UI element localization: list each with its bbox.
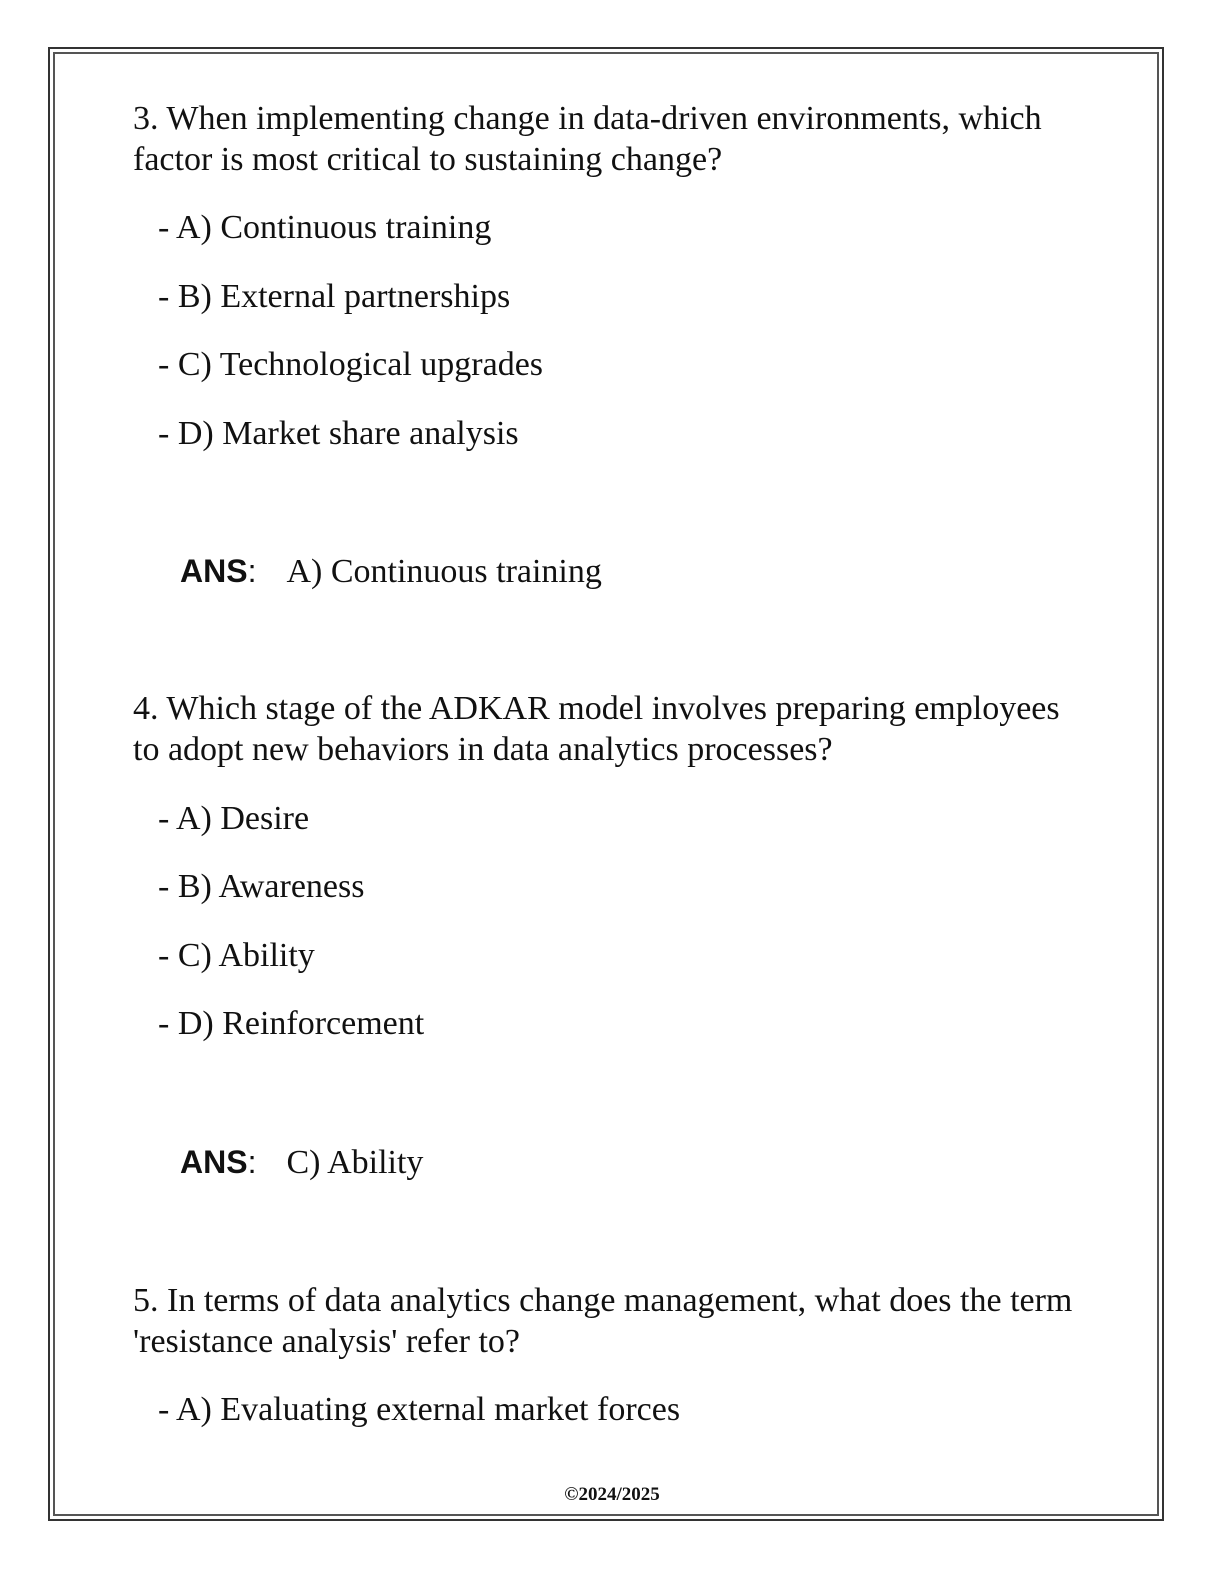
answer-colon: :	[247, 1144, 257, 1180]
question-5-text: 5. In terms of data analytics change management, what does the term 'resistance analysis' refer to?	[133, 1282, 1073, 1360]
question-4-option-d: - D) Reinforcement	[158, 1005, 425, 1042]
answer-value: A) Continuous training	[286, 553, 602, 590]
question-3-option-d: - D) Market share analysis	[158, 415, 519, 452]
answer-value: C) Ability	[286, 1144, 424, 1181]
question-5-option-a: - A) Evaluating external market forces	[158, 1391, 681, 1428]
question-4-text: 4. Which stage of the ADKAR model involves preparing employees to adopt new behaviors in data analytics processes?	[133, 690, 1060, 768]
answer-colon: :	[247, 553, 257, 589]
question-3-option-c: - C) Technological upgrades	[158, 346, 544, 383]
question-3-option-b: - B) External partnerships	[158, 278, 511, 315]
question-4-option-c: - C) Ability	[158, 937, 315, 974]
question-3-text: 3. When implementing change in data-driven environments, which factor is most critical to sustaining change?	[133, 100, 1042, 178]
answer-label: ANS	[180, 1144, 248, 1180]
question-4-option-b: - B) Awareness	[158, 868, 365, 905]
question-4-answer	[180, 1142, 423, 1183]
question-3-answer	[180, 551, 602, 592]
question-4-option-a: - A) Desire	[158, 800, 310, 837]
answer-label: ANS	[180, 553, 248, 589]
question-3-option-a: - A) Continuous training	[158, 209, 492, 246]
copyright-footer: ©2024/2025	[564, 1484, 660, 1505]
